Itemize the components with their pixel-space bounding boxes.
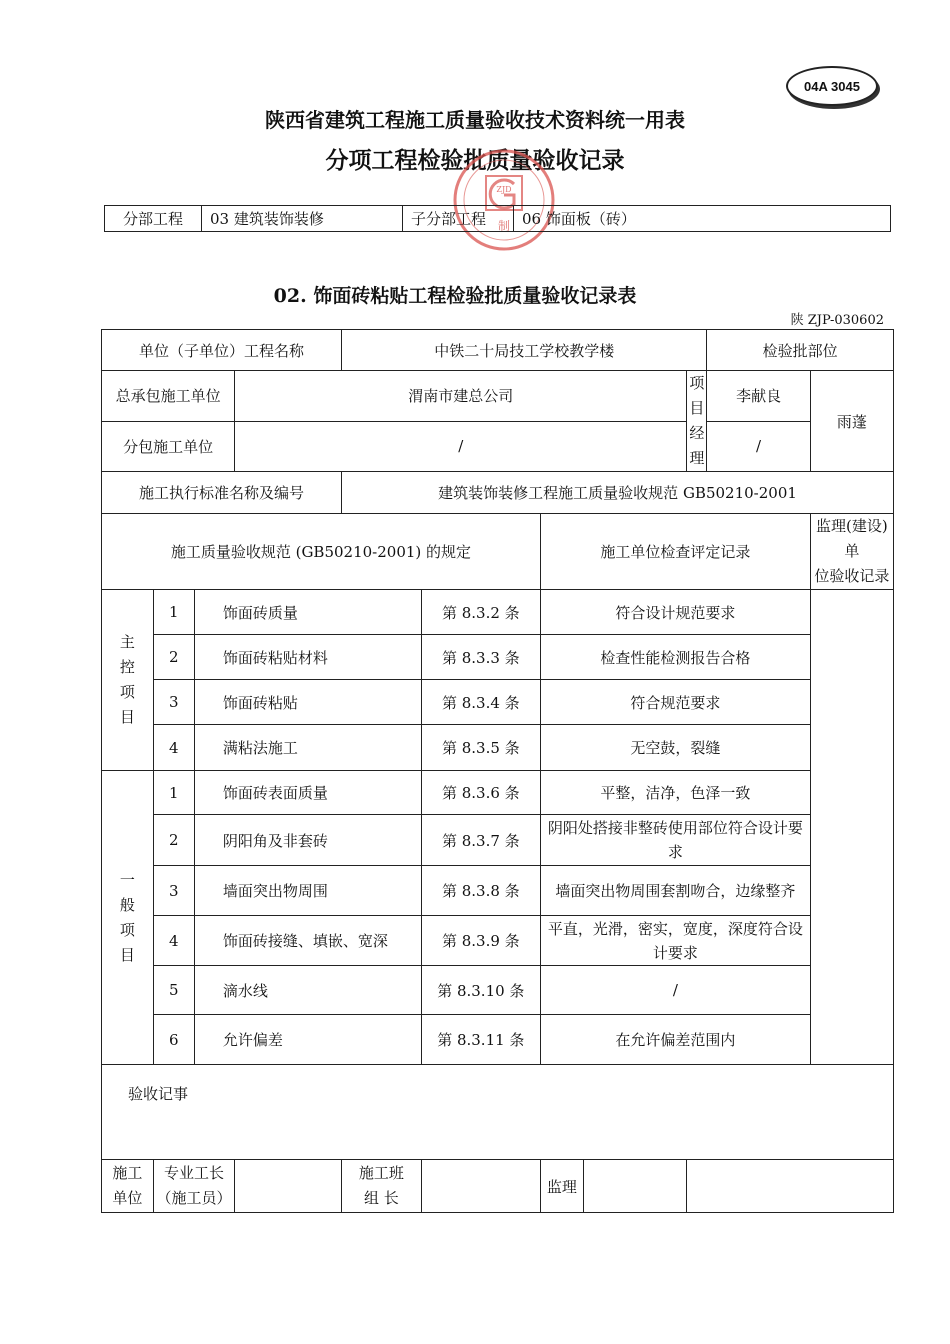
item-name: 饰面砖质量 <box>194 590 421 635</box>
batch-part-value: 雨蓬 <box>810 371 893 472</box>
main-group-char: 控 <box>119 658 135 676</box>
item-clause: 第 8.3.2 条 <box>421 590 540 635</box>
item-name: 饰面砖表面质量 <box>194 771 421 815</box>
form-title: 02. 饰面砖粘贴工程检验批质量验收记录表 <box>273 285 637 307</box>
general-group-char: 项 <box>119 920 135 939</box>
item-clause: 第 8.3.8 条 <box>421 866 540 916</box>
item-record: / <box>540 966 810 1015</box>
document-number-badge: 04A 3045 <box>786 66 878 106</box>
subdivision-table <box>104 205 891 232</box>
item-clause: 第 8.3.3 条 <box>421 635 540 680</box>
item-number: 5 <box>153 966 194 1015</box>
item-name: 饰面砖接缝、填嵌、宽深 <box>194 916 421 966</box>
item-record: 墙面突出物周围套割吻合，边缘整齐 <box>540 866 810 916</box>
item-clause: 第 8.3.9 条 <box>421 916 540 966</box>
item-number: 2 <box>153 635 194 680</box>
project-manager-label-2: 经理 <box>689 424 705 467</box>
general-item-row <box>102 815 894 866</box>
main-item-row <box>102 590 894 635</box>
main-items-group-label <box>102 590 154 771</box>
item-number: 4 <box>153 916 194 966</box>
team-leader-label <box>342 1160 422 1213</box>
general-items-group-label <box>102 771 154 1065</box>
general-group-char: 目 <box>119 945 135 964</box>
item-record: 阴阳处搭接非整砖使用部位符合设计要求 <box>540 815 810 866</box>
document-sub-title: 分项工程检验批质量验收记录 <box>325 147 625 174</box>
general-contractor-value: 渭南市建总公司 <box>235 371 687 422</box>
item-clause: 第 8.3.4 条 <box>421 680 540 725</box>
item-clause: 第 8.3.6 条 <box>421 771 540 815</box>
seal-bottom-text: 制 <box>497 219 511 233</box>
general-item-row <box>102 771 894 815</box>
item-name: 允许偏差 <box>194 1015 421 1065</box>
general-item-row <box>102 916 894 966</box>
item-name: 墙面突出物周围 <box>194 866 421 916</box>
item-name: 饰面砖粘贴材料 <box>194 635 421 680</box>
project-manager-label <box>687 371 707 472</box>
spec-header: 施工质量验收规范 (GB50210-2001) 的规定 <box>102 514 541 590</box>
project-manager-value: 李献良 <box>707 371 810 422</box>
official-seal <box>452 148 556 252</box>
item-name: 满粘法施工 <box>194 725 421 771</box>
item-clause: 第 8.3.7 条 <box>421 815 540 866</box>
standard-label: 施工执行标准名称及编号 <box>102 472 342 514</box>
item-number: 1 <box>153 771 194 815</box>
standard-value: 建筑装饰装修工程施工质量验收规范 GB50210-2001 <box>342 472 894 514</box>
foreman-label-1: 专业工长 <box>164 1164 225 1182</box>
team-leader-label-1: 施工班 <box>358 1164 404 1182</box>
division-label: 分部工程 <box>105 206 202 232</box>
seal-center-text: ZJD <box>496 185 512 194</box>
form-code: 陕 ZJP-030602 <box>790 313 884 328</box>
supervisor-signature-extension[interactable] <box>687 1160 894 1213</box>
subcontractor-pm-value: / <box>707 421 810 472</box>
general-item-row <box>102 966 894 1015</box>
item-number: 3 <box>153 680 194 725</box>
batch-part-label: 检验批部位 <box>707 330 894 371</box>
item-record: 无空鼓，裂缝 <box>540 725 810 771</box>
item-number: 3 <box>153 866 194 916</box>
construction-unit-label-1: 施工 <box>112 1164 143 1182</box>
item-clause: 第 8.3.5 条 <box>421 725 540 771</box>
item-clause: 第 8.3.11 条 <box>421 1015 540 1065</box>
subdivision-label: 子分部工程 <box>403 206 514 232</box>
project-manager-label-1: 项目 <box>689 374 705 417</box>
main-group-char: 项 <box>119 683 135 701</box>
subdivision-value: 06 饰面板（砖） <box>514 206 891 232</box>
supervisor-signature-group <box>540 1160 686 1213</box>
supervisor-header-1: 监理(建设)单 <box>816 517 888 560</box>
subcontractor-value: / <box>235 421 687 472</box>
general-item-row <box>102 1015 894 1065</box>
item-name: 阴阳角及非套砖 <box>194 815 421 866</box>
supervisor-header-2: 位验收记录 <box>814 567 890 585</box>
item-name: 滴水线 <box>194 966 421 1015</box>
general-group-char: 般 <box>119 895 135 914</box>
foreman-label <box>153 1160 235 1213</box>
document-main-title: 陕西省建筑工程施工质量验收技术资料统一用表 <box>265 108 685 132</box>
item-record: 平整，洁净，色泽一致 <box>540 771 810 815</box>
general-contractor-label: 总承包施工单位 <box>102 371 235 422</box>
general-group-char: 一 <box>119 870 135 889</box>
foreman-label-2: （施工员） <box>156 1189 232 1207</box>
unit-value: 中铁二十局技工学校教学楼 <box>342 330 707 371</box>
supervisor-signature-cell[interactable] <box>584 1160 686 1212</box>
supervisor-record-cell <box>810 590 893 1065</box>
item-number: 6 <box>153 1015 194 1065</box>
inspection-record-table <box>101 329 894 1213</box>
supervisor-record-header <box>810 514 893 590</box>
remarks-cell <box>102 1065 894 1160</box>
item-record: 检查性能检测报告合格 <box>540 635 810 680</box>
general-item-row <box>102 866 894 916</box>
main-item-row <box>102 725 894 771</box>
foreman-signature-cell[interactable] <box>235 1160 342 1213</box>
item-number: 4 <box>153 725 194 771</box>
construction-unit-label-2: 单位 <box>112 1189 143 1207</box>
item-name: 饰面砖粘贴 <box>194 680 421 725</box>
item-record: 符合规范要求 <box>540 680 810 725</box>
item-record: 在允许偏差范围内 <box>540 1015 810 1065</box>
main-group-char: 目 <box>119 708 135 726</box>
contractor-record-header: 施工单位检查评定记录 <box>540 514 810 590</box>
item-record: 符合设计规范要求 <box>540 590 810 635</box>
main-item-row <box>102 680 894 725</box>
team-leader-signature-cell[interactable] <box>421 1160 540 1213</box>
subcontractor-label: 分包施工单位 <box>102 421 235 472</box>
item-number: 2 <box>153 815 194 866</box>
item-record: 平直，光滑，密实，宽度，深度符合设计要求 <box>540 916 810 966</box>
item-clause: 第 8.3.10 条 <box>421 966 540 1015</box>
item-number: 1 <box>153 590 194 635</box>
main-group-char: 主 <box>119 633 135 651</box>
supervisor-label: 监理 <box>541 1160 584 1212</box>
main-item-row <box>102 635 894 680</box>
team-leader-label-2: 组 长 <box>364 1189 399 1207</box>
unit-label: 单位（子单位）工程名称 <box>102 330 342 371</box>
remarks-label: 验收记事 <box>128 1085 189 1103</box>
construction-unit-label <box>102 1160 154 1213</box>
division-value: 03 建筑装饰装修 <box>202 206 403 232</box>
